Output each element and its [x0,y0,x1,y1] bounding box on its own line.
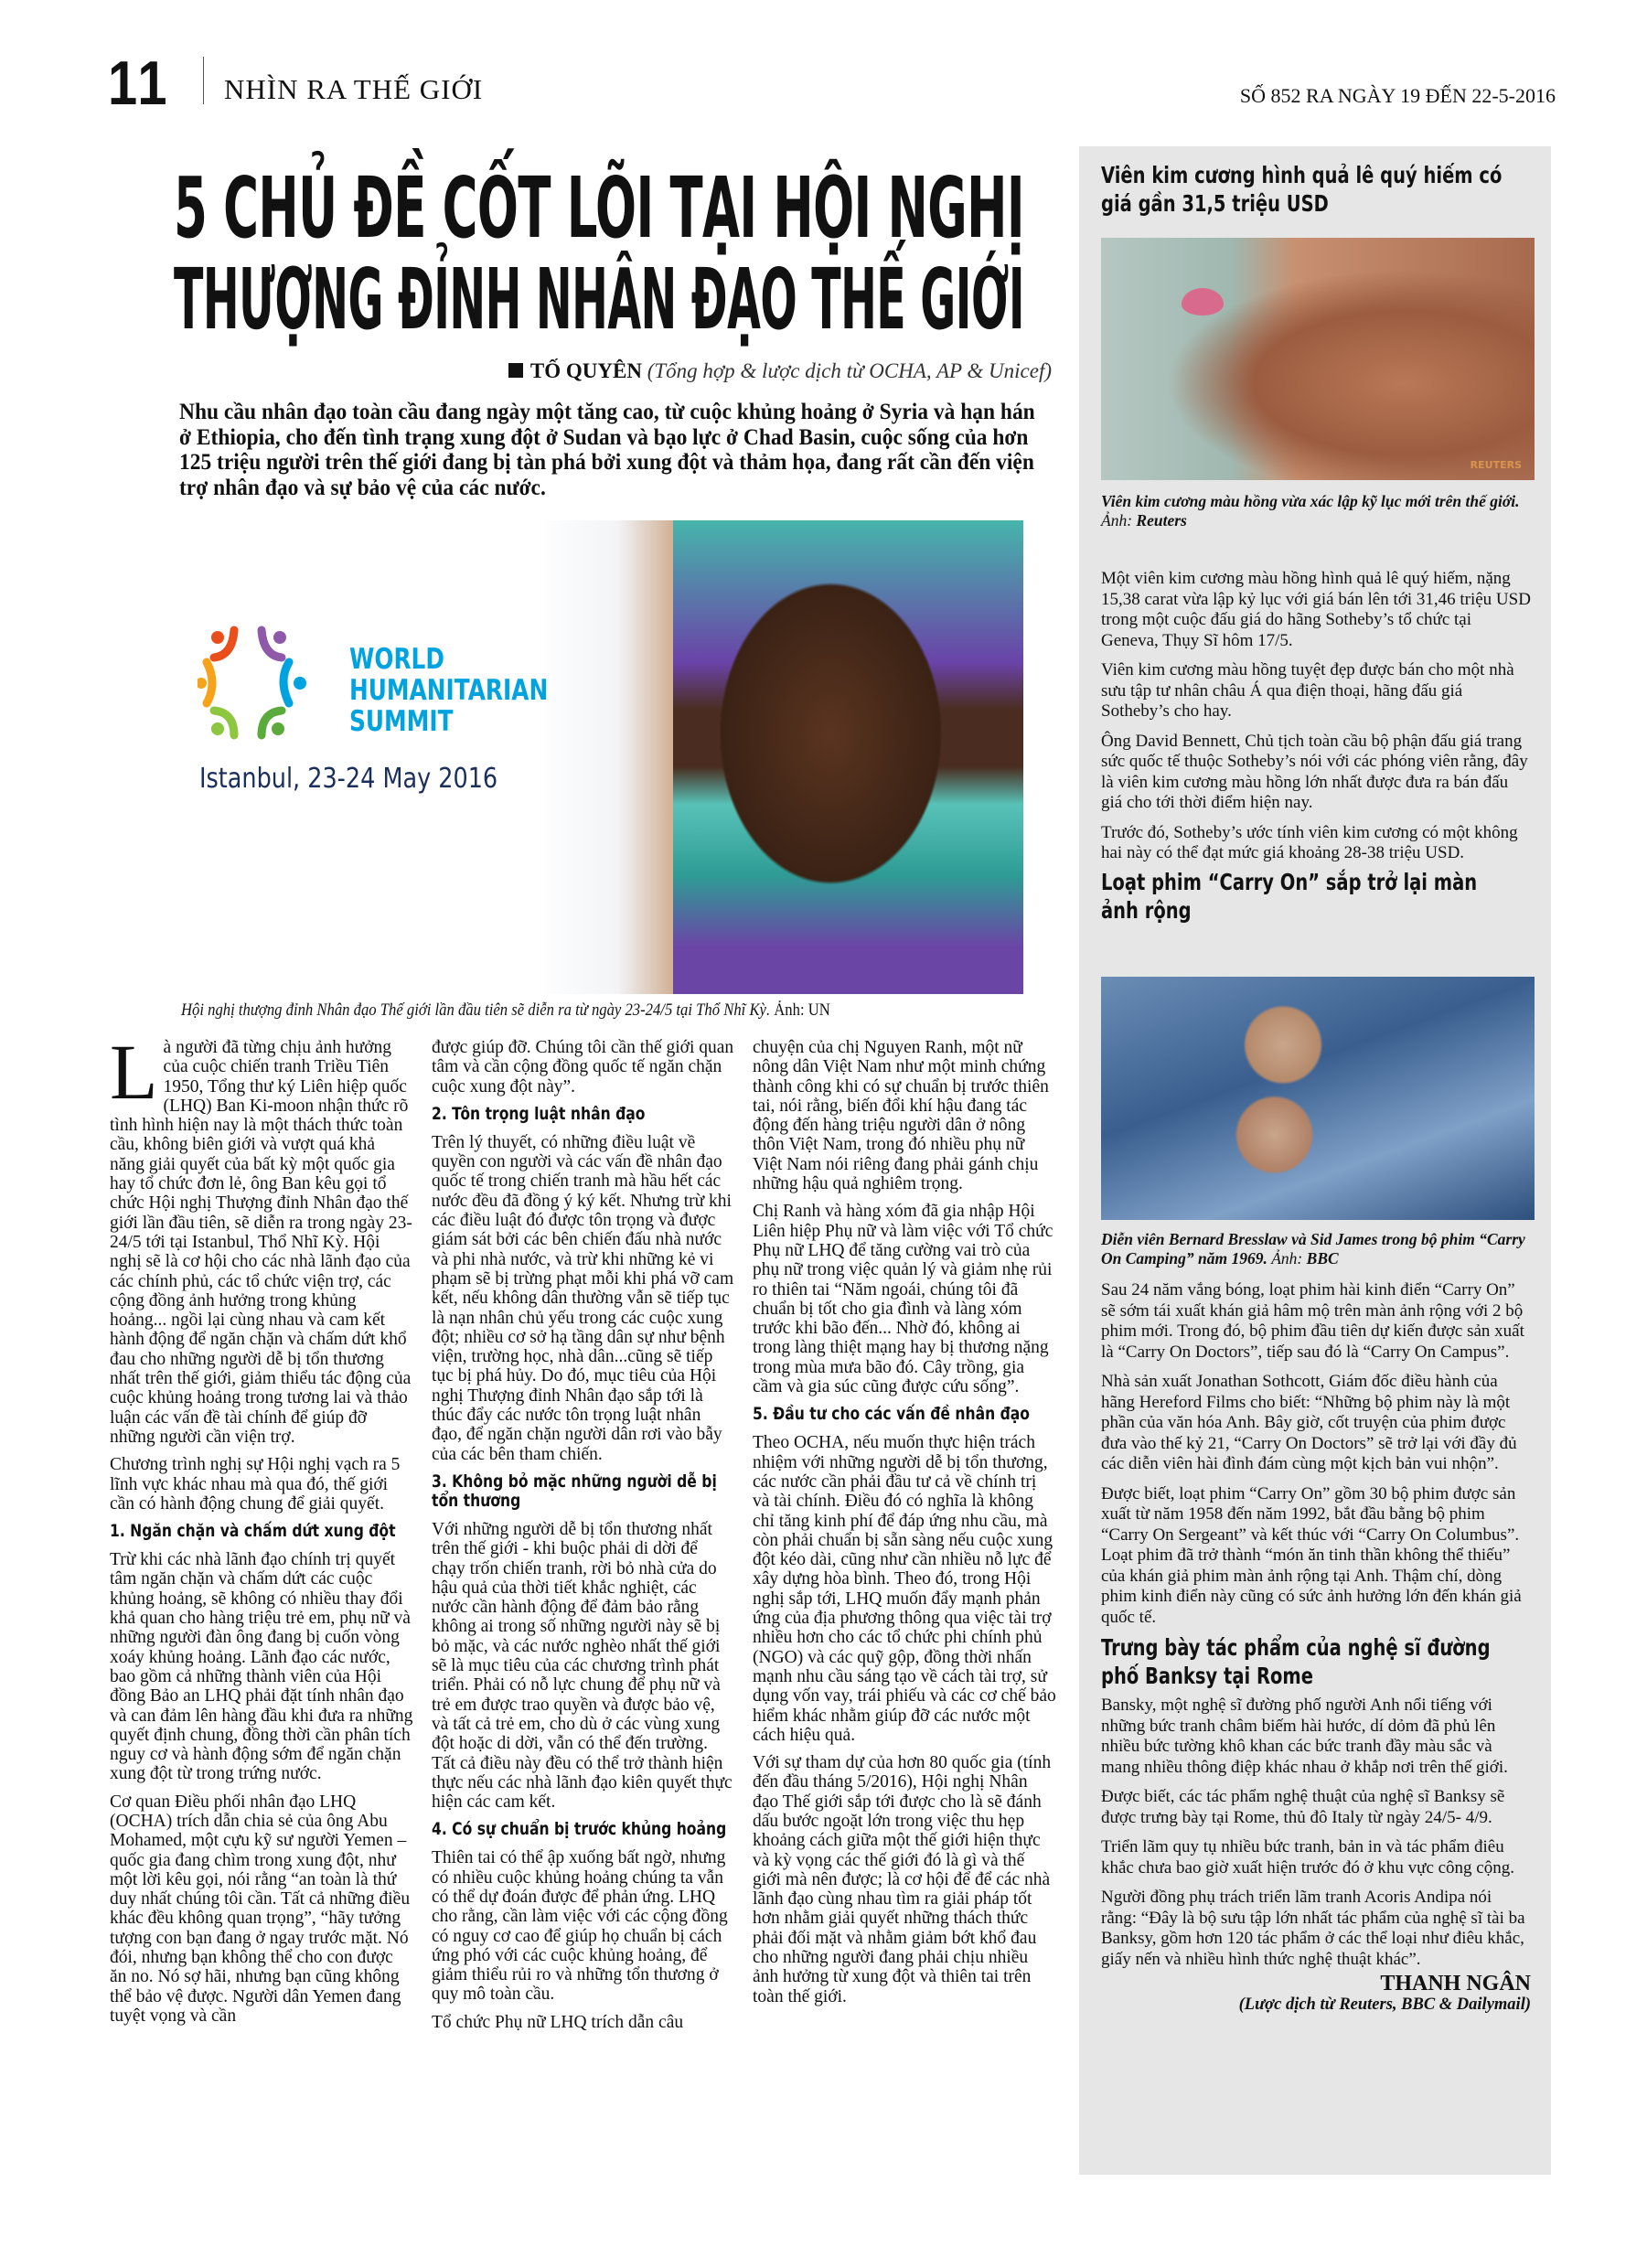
byline [508,359,1052,383]
subheading: 5. Đầu tư cho các vấn đề nhân đạo [753,1404,1031,1425]
paragraph: Được biết, các tác phẩm nghệ thuật của nghệ sĩ Banksy sẽ được trưng bày tại Rome, thủ đô Italy từ ngày 24/5- 4/9. [1101,1787,1505,1827]
paragraph: Với những người dễ bị tổn thương nhất trên thế giới - khi buộc phải di dời để chạy trốn chiến tranh, rời bỏ nhà cửa do hậu quả của thời tiết khắc nghiệt, các nước cần hành động để đảm bảo rằng không ai trong số những người này sẽ bị bỏ mặc, và các nước nghèo nhất thế giới sẽ là mục tiêu của các chương trình phát triển. Phải có nỗ lực chung để phụ nữ và trẻ em được trao quyền và được bảo vệ, và tất cả trẻ em, cho dù ở các vùng xung đột hoặc di dời, vẫn có thể đến trường. Tất cả điều này đều có thể trở thành hiện thực nếu các nhà lãnh đạo kiên quyết thực hiện các cam kết. [432,1519,733,1813]
story-headline: Loạt phim “Carry On” sắp trở lại màn ảnh rộng [1101,868,1478,924]
logo-line: WORLD [349,643,444,676]
person-photo [673,520,1023,994]
paragraph: được giúp đỡ. Chúng tôi cần thế giới quan tâm và cần cộng đồng quốc tế ngăn chặn cuộc xung đột này”. [432,1038,734,1097]
paragraph: Bansky, một nghệ sĩ đường phố người Anh nổi tiếng với những bức tranh châm biếm hài hước, dí dỏm đã phủ lên nhiều bức tường khô khan các bức tranh đầy màu sắc và mang nhiều thông điệp khác nhau ở khắp nơi trên thế giới. [1101,1696,1508,1777]
body-column-3 [753,1038,1056,2015]
caption-text: Hội nghị thượng đỉnh Nhân đạo Thế giới lần đầu tiên sẽ diễn ra từ ngày 23-24/5 tại Thổ Nhĩ Kỳ. [181,1001,771,1020]
logo-line: HUMANITARIAN [349,674,549,707]
body-column-1 [110,1028,413,2034]
header-divider [203,57,204,104]
sidebar-story-diamond-heading [1101,161,1531,218]
paragraph: Ông David Bennett, Chủ tịch toàn cầu bộ phận đấu giá trang sức quốc tế thuộc Sotheby’s nói với các phóng viên rằng, đây là viên kim cương màu hồng lớn nhất được đưa ra bán đấu giá cho tới thời điểm hiện nay. [1101,731,1528,812]
paragraph: Sau 24 năm vắng bóng, loạt phim hài kinh điển “Carry On” sẽ sớm tái xuất khán giả hâm mộ trên màn ảnh rộng với 2 bộ phim mới. Trong đó, bộ phim đầu tiên dự kiến được sản xuất là “Carry On Doctors”, tiếp sau đó là “Carry On Campus”. [1101,1280,1524,1362]
credit-label: Ảnh: [1271,1249,1303,1268]
sidebar-story-diamond-body [1101,569,1531,925]
subheading: 2. Tôn trọng luật nhân đạo [432,1103,646,1124]
paragraph: Triển lãm quy tụ nhiều bức tranh, bản in và tác phẩm điêu khắc chưa bao giờ xuất hiện trước đó ở khu vực công cộng. [1101,1837,1514,1878]
photo-caption [1101,1230,1531,1268]
diamond-photo [1101,238,1535,480]
paragraph: Trừ khi các nhà lãnh đạo chính trị quyết tâm ngăn chặn và chấm dứt các cuộc khủng hoảng, sẽ không có nhiều thay đổi khả quan cho hàng triệu trẻ em, phụ nữ và những người đàn ông đang bị cuốn vòng xoáy khủng hoảng. Lãnh đạo các nước, bao gồm cả những thành viên của Hội đồng Bảo an LHQ phải đặt tính nhân đạo và can đảm lên hàng đầu khi đưa ra những quyết định chung, đồng thời cần phân tích nguy cơ và hành động sớm để ngăn chặn xung đột từ trong trứng nước. [110,1550,413,1784]
pink-diamond [1182,288,1224,316]
paragraph: Viên kim cương màu hồng tuyệt đẹp được bán cho một nhà sưu tập tư nhân châu Á qua điện thoại, hãng đấu giá Sotheby’s cho hay. [1101,660,1514,721]
logo-line: SUMMIT [349,705,454,738]
article-title [174,159,1043,348]
section-name: NHÌN RA THẾ GIỚI [224,73,484,105]
paragraph: Trên lý thuyết, có những điều luật về quyền con người và các vấn đề nhân đạo quốc tế trong chiến tranh mà hầu hết các nước đều đã đồng ý ký kết. Nhưng trừ khi các điều luật đó được tôn trọng và được giám sát bởi các bên chiến đấu nhà nước và phi nhà nước, và trừ khi những kẻ vi phạm sẽ bị trừng phạt mỗi khi phá vỡ cam kết, nếu không dân thường vẫn sẽ tiếp tục là nạn nhân chủ yếu trong các cuộc xung đột; nhiều cơ sở hạ tầng dân sự như bệnh viện, trường học, nhà dân...cũng sẽ tiếp tục bị phá hủy. Do đó, mục tiêu của Hội nghị Thượng đỉnh Nhân đạo sắp tới là thúc đẩy các nước tôn trọng luật nhân đạo, để ngăn chặn người dân rơi vào bẫy của các bên tham chiến. [432,1132,734,1464]
author: TỐ QUYÊN [529,359,642,382]
photo-watermark: REUTERS [1470,459,1522,471]
sidebar-author: THANH NGÂN [1380,1972,1531,1995]
paragraph: chuyện của chị Nguyen Ranh, một nữ nông dân Việt Nam như một minh chứng thành công khi có sự chuẩn bị trước thiên tai, nói rằng, biến đổi khí hậu đang tác động đến hàng triệu người dân ở nông thôn Việt Nam, trong đó nhiều phụ nữ Việt Nam nói riêng đang phải gánh chịu những hậu quả nghiêm trọng. [753,1038,1049,1194]
credit-label: Ảnh: [774,1001,805,1020]
title-line: THƯỢNG ĐỈNH NHÂN ĐẠO THẾ GIỚI [174,251,1024,348]
credit: Reuters [1136,511,1187,530]
paragraph: Chị Ranh và hàng xóm đã gia nhập Hội Liên hiệp Phụ nữ và làm việc với Tổ chức Phụ nữ LHQ để tăng cường vai trò của phụ nữ trong việc quản lý và giảm nhẹ rủi ro thiên tai “Năm ngoái, chúng tôi đã chuẩn bị tốt cho gia đình và làng xóm trước khi bão đến... Nhờ đó, không ai trong làng thiệt mạng hay bị thương nặng trong mùa mưa bão đó. Cây trồng, gia cầm và gia súc cũng được cứu sống”. [753,1202,1053,1397]
credit: BBC [1306,1249,1339,1268]
news-sidebar [1079,146,1551,2175]
body-column-2 [432,1038,735,2040]
paragraph: Chương trình nghị sự Hội nghị vạch ra 5 lĩnh vực khác nhau mà qua đó, thế giới cần có hành động chung để giải quyết. [110,1455,401,1514]
caption-text: Viên kim cương màu hồng vừa xác lập kỹ lục mới trên thế giới. [1101,492,1520,510]
page-number: 11 [108,48,170,118]
drop-cap: L [110,1028,158,1116]
paragraph: Trước đó, Sotheby’s ước tính viên kim cương có một không hai này có thể đạt mức giá khoảng 28-38 triệu USD. [1101,822,1518,862]
subheading: 1. Ngăn chặn và chấm dứt xung đột [110,1521,396,1542]
square-bullet-icon [508,363,523,378]
paragraph: Người đồng phụ trách triển lãm tranh Acoris Andipa nói rằng: “Đây là bộ sưu tập lớn nhất tác phẩm của nghệ sĩ tài ba Banksy, gồm hơn 120 tác phẩm ở các thể loại như điêu khắc, giấy nến và nhiều hình thức nghệ thuật khác”. [1101,1888,1525,1969]
event-date: Istanbul, 23-24 May 2016 [199,763,498,795]
paragraph: Cơ quan Điều phối nhân đạo LHQ (OCHA) trích dẫn chia sẻ của ông Abu Mohamed, một cựu kỹ sư người Yemen – quốc gia đang chìm trong xung đột, như một lời kêu gọi, nói rằng “an toàn là thứ duy nhất chúng tôi cần. Tất cả những điều khác đều không quan trọng”, “hãy tưởng tượng con bạn đang ở ngay trước mặt. Nó đói, nhưng bạn không thể cho con được ăn no. Nó sợ hãi, nhưng bạn cũng không thể bảo vệ được. Người dân Yemen đang tuyệt vọng và cần [110,1792,411,2026]
sidebar-story-carry-on-body [1101,1280,1531,2015]
subheading: 4. Có sự chuẩn bị trước khủng hoảng [432,1819,727,1840]
whs-logo-text [349,644,548,737]
paragraph: Một viên kim cương màu hồng hình quả lê quý hiếm, nặng 15,38 carat vừa lập kỷ lục với giá bán lên tới 31,46 triệu USD trong một cuộc đấu giá do hãng Sotheby’s tổ chức tại Geneva, Thụy Sĩ hôm 17/5. [1101,569,1531,650]
sidebar-source: (Lược dịch từ Reuters, BBC & Dailymail) [1238,1995,1531,2014]
photo-caption [1101,492,1531,530]
carry-on-photo [1101,977,1535,1220]
story-headline: Trưng bày tác phẩm của nghệ sĩ đường phố Banksy tại Rome [1101,1634,1491,1689]
paragraph: Thiên tai có thể ập xuống bất ngờ, nhưng có nhiều cuộc khủng hoảng chúng ta vẫn có thể dự đoán được để phản ứng. LHQ cho rằng, cần làm việc với các cộng đồng có nguy cơ cao để giúp họ chuẩn bị cách ứng phó với các cuộc khủng hoảng, để giảm thiểu rủi ro và những tổn thương ở quy mô toàn cầu. [432,1848,728,2005]
whs-logo-icon [198,612,307,740]
paragraph: Theo OCHA, nếu muốn thực hiện trách nhiệm với những người dễ bị tổn thương, các nước cần phải đầu tư cả về chính trị và tài chính. Điều đó có nghĩa là không chỉ tăng kinh phí để đáp ứng nhu cầu, mà còn phải chuẩn bị sẵn sàng nếu cuộc xung đột kéo dài, cũng như cần nhiều nỗ lực để xây dựng hòa bình. Theo đó, trong Hội nghị sắp tới, LHQ muốn đẩy mạnh phản ứng của địa phương thông qua việc tài trợ nhiều hơn cho các tổ chức phi chính phủ (NGO) và các quỹ gộp, đồng thời nhấn mạnh nhu cầu sáng tạo về cách tài trợ, sử dụng vốn vay, trái phiếu và các cơ chế bảo hiểm khác nhằm giúp đỡ các nước một cách hiệu quả. [753,1433,1056,1745]
title-line: 5 CHỦ ĐỀ CỐT LÕI TẠI HỘI NGHỊ [174,159,1024,257]
subheading: 3. Không bỏ mặc những người dễ bị tổn thương [432,1471,717,1511]
story-headline: Viên kim cương hình quả lê quý hiếm có giá gần 31,5 triệu USD [1101,162,1503,217]
source: (Tổng hợp & lược dịch từ OCHA, AP & Unicef) [647,359,1052,382]
main-photo [179,520,1023,994]
paragraph: à người đã từng chịu ảnh hưởng của cuộc chiến tranh Triều Tiên 1950, Tổng thư ký Liên hiệp quốc (LHQ) Ban Ki-moon nhận thức rõ tình hình hiện nay là một thách thức toàn cầu, không biên giới và vượt quá khả năng giải quyết của bất kỳ một quốc gia hay tổ chức đơn lẻ, ông Ban kêu gọi tổ chức Hội nghị Thượng đỉnh Nhân đạo thế giới lần đầu tiên, sẽ diễn ra trong ngày 23-24/5 tới tại Istanbul, Thổ Nhĩ Kỳ. Hội nghị sẽ là cơ hội cho các nhà lãnh đạo của các chính phủ, các tổ chức viện trợ, các cộng đồng ảnh hưởng trong khủng hoảng... ngồi lại cùng nhau và cam kết hành động để ngăn chặn và chấm dứt khổ đau cho những người dễ bị tổn thương nhất trên thế giới, giảm thiểu tác động của cuộc khủng hoảng trong tương lai và thảo luận các vấn đề tài chính để giúp đỡ những người cần viện trợ. [110,1038,412,1447]
caption-text: Diễn viên Bernard Bresslaw và Sid James trong bộ phim “Carry On Camping” năm 1969. [1101,1230,1525,1268]
issue-date: SỐ 852 RA NGÀY 19 ĐẾN 22-5-2016 [1239,84,1556,107]
paragraph: Nhà sản xuất Jonathan Sothcott, Giám đốc điều hành của hãng Hereford Films cho biết: “Những bộ phim này là một phần của văn hóa Anh. Bây giờ, cốt truyện của phim được đưa vào thế kỷ 21, “Carry On Doctors” sẽ trở lại với đầy đủ các diễn viên hài đình đám cùng một kịch bản vui nhộn”. [1101,1372,1517,1473]
paragraph: Với sự tham dự của hơn 80 quốc gia (tính đến đầu tháng 5/2016), Hội nghị Nhân đạo Thế giới sắp tới được cho là sẽ đánh dấu bước ngoặt lớn trong việc thu hẹp khoảng cách giữa một thế giới hiện thực và kỳ vọng các thế giới đó là gì và thế giới mà nên được; là cơ hội để để các nhà lãnh đạo cùng nhau tìm ra giải pháp tốt hơn nhằm giải quyết những thách thức phải đối mặt và nhằm giảm bớt khổ đau cho những người đang phải chịu nhiều ảnh hưởng từ xung đột và thiên tai trên toàn thế giới. [753,1753,1052,2006]
paragraph: Được biết, loạt phim “Carry On” gồm 30 bộ phim được sản xuất từ năm 1958 đến năm 1992, bắt đầu bằng bộ phim “Carry On Sergeant” và kết thúc với “Carry On Columbus”. Loạt phim đã trở thành “món ăn tinh thần không thể thiếu” của khán giả phim màn ảnh rộng tại Anh. Thậm chí, dòng phim kinh điển này cũng có sức ảnh hưởng lớn đến khán giả quốc tế. [1101,1483,1522,1627]
lede: Nhu cầu nhân đạo toàn cầu đang ngày một tăng cao, từ cuộc khủng hoảng ở Syria và hạn hán ở Ethiopia, cho đến tình trạng xung đột ở Sudan và bạo lực ở Chad Basin, cuộc sống của hơn 125 triệu người trên thế giới đang bị tàn phá bởi xung đột và thảm họa, đang rất cần đến viện trợ nhân đạo và sự bảo vệ của các nước. [179,398,1035,500]
main-photo-caption [181,1001,830,1021]
credit-label: Ảnh: [1101,511,1133,530]
paragraph: Tổ chức Phụ nữ LHQ trích dẫn câu [432,2012,684,2032]
credit: UN [807,1001,830,1020]
